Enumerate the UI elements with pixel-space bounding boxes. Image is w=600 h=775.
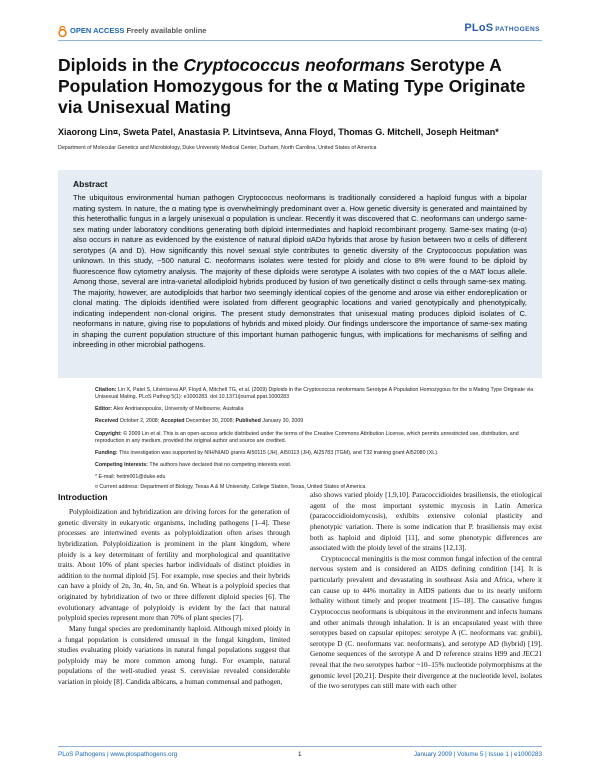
article-title [58, 55, 548, 118]
received-date: October 2, 2008; [119, 418, 160, 424]
editor-text: Alex Andrianopoulos, University of Melbourne, Australia [113, 406, 244, 412]
funding [95, 450, 540, 457]
intro-paragraph-4: Cryptococcal meningitis is the most common fungal infection of the central nervous system and is considered an AIDS defining condition [14]. It is particularly prevalent and devastating in southeast Asia and Africa, where it can cause up to 44% mortality in AIDS patients due to its nearly uniform lethality without timely and proper treatment [15–18]. The causative fungus Cryptococcus neoformans is ubiquitous in the environment and infects humans and other animals through inhalation. It is an encapsulated yeast with three serotypes based on capsular epitopes: serotype A (C. neoformans var. grubii), serotype D (C. neoformans var. neoformans), and serotype AD (hybrid) [19]. Genome sequences of the serotype A and D reference strains H99 and JEC21 reveal that the two serotypes harbor ~10–15% nucleotide polymorphisms at the genomic level [20,21]. Despite their divergence at the nucleotide level, isolates of the two serotypes can still mate with each other [310, 553, 542, 691]
copyright-label: Copyright: [95, 431, 122, 437]
intro-paragraph-2: Many fungal species are predominantly haploid. Although mixed ploidy in a fungal population is considered unusual in the fungal kingdom, limited studies evaluating ploidy variations in natural fungal populations suggest that polyploidy may be more common among fungi. For example, natural populations of the well-studied yeast S. cerevisiae revealed considerable variation in ploidy [8]. Candida albicans, a human commensal and pathogen, [58, 623, 290, 686]
citation-label: Citation: [95, 387, 117, 393]
citation [95, 387, 540, 401]
copyright-text: © 2009 Lin et al. This is an open-access article distributed under the terms of the Creative Commons Attribution License, which permits unrestricted use, distribution, and reproduction in any medium, provided the original author and source are credited. [95, 431, 519, 445]
footer-rule [58, 746, 542, 747]
abstract-box [58, 170, 542, 378]
freely-available-label: Freely available online [126, 26, 207, 35]
journal-logo [464, 22, 540, 34]
oa-open: OPEN [70, 26, 92, 35]
competing-text: The authors have declared that no competing interests exist. [149, 462, 292, 468]
dates [95, 418, 540, 425]
footer-issue-info: January 2009 | Volume 5 | Issue 1 | e1000283 [413, 751, 542, 758]
abstract-heading: Abstract [73, 179, 108, 189]
published-date: January 30, 2009 [262, 418, 304, 424]
citation-text: Lin X, Patel S, Litvintseva AP, Floyd A, Mitchell TG, et al. (2009) Diploids in the Cryptococcus neoformans Serotype A Population Homozygous for the α Mating Type Originate via Unisexual Mating. PLoS Pathog 5(1): e1000283. doi:10.1371/journal.ppat.1000283 [95, 387, 534, 401]
competing-interests [95, 462, 540, 469]
intro-paragraph-1: Polyploidization and hybridization are driving forces for the generation of genetic diversity in eukaryotic organisms, including pathogens [1–4]. These processes are intertwined events as polyploidization often arises through hybridization. Polyploidization is prominent in the plant kingdom, where ploidy is a key determinant of fertility and morphological and quantitative traits. About 10% of plant species harbor individuals of distinct ploidies in addition to the normal diploid [5]. For example, rose species and their hybrids can have a ploidy of 2n, 3n, 4n, 5n, and 6n. Wheat is a polyploid species that originated by hybridization of two or three different diploid species [6]. The evolutionary advantage of polyploidy is evident by the fact that natural polyploid species represent more than 70% of plant species [7]. [58, 507, 290, 623]
title-species: Cryptococcus neoformans [183, 55, 406, 75]
pathogens-wordmark: PATHOGENS [495, 26, 540, 33]
corresponding-email: * E-mail: heitm001@duke.edu [95, 474, 166, 480]
funding-label: Funding: [95, 450, 118, 456]
abstract-text: The ubiquitous environmental human pathogen Cryptococcus neoformans is traditionally considered a haploid fungus with a bipolar mating system. In nature, the α mating type is overwhelmingly predominant over a. How genetic diversity is generated and maintained by this heterothallic fungus in a largely unisexual α population is unclear. Recently it was discovered that C. neoformans can undergo same-sex mating under laboratory conditions generating both diploid intermediates and haploid recombinant progeny. Same-sex mating (α-α) also occurs in nature as evidenced by the existence of natural diploid αADα hybrids that arose by fusion between two α cells of different serotypes (A and D). How significantly this novel sexual style contributes to genetic diversity of the Cryptococcus population was unknown. In this study, ~500 natural C. neoformans isolates were tested for ploidy and close to 8% were found to be diploid by fluorescence flow cytometry analysis. The majority of these diploids were serotype A isolates with two copies of the α MAT locus allele. Among those, several are intra-varietal allodiploid hybrids produced by fusion of two genetically distinct α cells through same-sex mating. The majority, however, are autodiploids that harbor two seemingly identical copies of the genome and arose via either endoreplication or clonal mating. The diploids identified were isolated from different geographic locations and varied genotypically and phenotypically, indicating independent non-clonal origins. The present study demonstrates that unisexual mating produces diploid isolates of C. neoformans in nature, giving rise to populations of hybrids and mixed ploidy. Our findings underscore the importance of same-sex mating in shaping the current population structure of this important human pathogenic fungus, with implications for mechanisms of selfing and inbreeding in other microbial pathogens. [73, 193, 527, 349]
published-label: Published [235, 418, 261, 424]
author-list: Xiaorong Lin¤, Sweta Patel, Anastasia P. Litvintseva, Anna Floyd, Thomas G. Mitchell, Joseph Heitman* [58, 127, 499, 137]
open-access-label [70, 26, 206, 35]
introduction-heading: Introduction [58, 492, 108, 502]
plos-wordmark: PLoS [464, 22, 494, 34]
header-rule [58, 40, 542, 41]
page-footer [58, 751, 542, 758]
affiliation: Department of Molecular Genetics and Microbiology, Duke University Medical Center, Durham, North Carolina, United States of America [58, 145, 377, 151]
funding-text: This investigation was supported by NIH/NIAID grants AI50115 (JH), AI50113 (JH), AI25783 (TGM), and T32 training grant AI52080 (XL). [119, 450, 439, 456]
accepted-date: December 30, 2008; [186, 418, 235, 424]
title-part-2: Serotype A Population Homozygous for the α Mating Type Originate via Unisexual Mating [58, 55, 526, 117]
editor-label: Editor: [95, 406, 113, 412]
competing-label: Competing Interests: [95, 462, 148, 468]
title-part-1: Diploids in the [58, 55, 184, 75]
received-label: Received [95, 418, 119, 424]
current-address: ¤ Current address: Department of Biology, Texas A & M University, College Station, Texas, United States of America [95, 484, 366, 490]
copyright [95, 431, 540, 445]
oa-access: ACCESS [93, 26, 125, 35]
journal-header [0, 0, 600, 40]
page-number: 1 [298, 751, 302, 758]
footer-journal-link[interactable]: PLoS Pathogens | www.plospathogens.org [58, 751, 178, 758]
open-access-lock-icon [58, 26, 67, 37]
left-column [58, 507, 290, 688]
editor [95, 406, 540, 413]
intro-paragraph-3: also shows varied ploidy [1,9,10]. Paracoccidioides brasiliensis, the etiological agent of the most important systemic mycosis in Latin America (paracoccidioidomycosis), exhibits extensive colonial plasticity and phenotypic variation. There is some indication that P. brasiliensis may exist both as haploid and diploid [11], and some phenotypic differences are associated with the ploidy level of the strains [12,13]. [310, 490, 542, 553]
right-column [310, 490, 542, 692]
accepted-label: Accepted [160, 418, 185, 424]
